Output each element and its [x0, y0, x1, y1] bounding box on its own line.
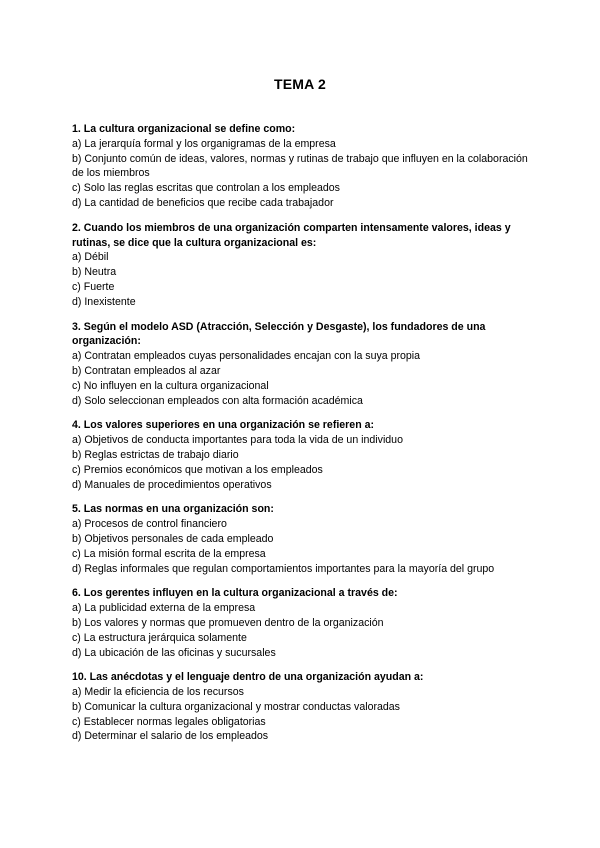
option-a: a) Débil [72, 251, 109, 264]
option-c: c) No influyen en la cultura organizacional [72, 379, 269, 392]
page-title: TEMA 2 [273, 76, 327, 92]
question-text: 5. Las normas en una organización son: [72, 503, 274, 516]
question-3 [72, 320, 528, 409]
option-d: d) Determinar el salario de los empleados [72, 730, 269, 743]
option-a: a) La jerarquía formal y los organigramas de la empresa [72, 137, 336, 150]
question-text: 6. Los gerentes influyen en la cultura organizacional a través de: [72, 587, 398, 600]
option-b: b) Los valores y normas que promueven dentro de la organización [72, 616, 384, 629]
question-text: 4. Los valores superiores en una organización se refieren a: [72, 419, 375, 432]
option-d: d) Inexistente [72, 295, 136, 308]
option-c: c) Fuerte [72, 280, 115, 293]
option-b: b) Neutra [72, 266, 117, 279]
option-c: c) Premios económicos que motivan a los empleados [72, 463, 323, 476]
question-text: 1. La cultura organizacional se define como: [72, 123, 296, 135]
question-text: 10. Las anécdotas y el lenguaje dentro de una organización ayudan a: [72, 671, 424, 684]
option-a: a) La publicidad externa de la empresa [72, 602, 256, 615]
option-b: b) Contratan empleados al azar [72, 364, 221, 377]
question-6 [72, 586, 528, 660]
question-2 [72, 221, 528, 310]
question-5 [72, 502, 528, 576]
option-c: c) Establecer normas legales obligatorias [72, 715, 266, 728]
question-4 [72, 418, 528, 492]
option-a: a) Procesos de control financiero [72, 518, 227, 531]
question-text: 3. Según el modelo ASD (Atracción, Selección y Desgaste), los fundadores de una organización: [72, 320, 486, 348]
option-a: a) Contratan empleados cuyas personalidades encajan con la suya propia [72, 350, 421, 363]
question-10 [72, 670, 528, 744]
question-text: 2. Cuando los miembros de una organización comparten intensamente valores, ideas y rutinas, se dice que la cultura organizacional es: [72, 221, 511, 249]
option-d: d) La ubicación de las oficinas y sucursales [72, 646, 276, 659]
option-d: d) Solo seleccionan empleados con alta formación académica [72, 394, 363, 407]
option-b: b) Comunicar la cultura organizacional y mostrar conductas valoradas [72, 700, 400, 713]
option-a: a) Medir la eficiencia de los recursos [72, 686, 244, 699]
option-d: d) La cantidad de beneficios que recibe cada trabajador [72, 196, 334, 209]
option-d: d) Manuales de procedimientos operativos [72, 478, 272, 491]
option-a: a) Objetivos de conducta importantes para toda la vida de un individuo [72, 434, 403, 447]
question-list [72, 122, 528, 754]
option-c: c) Solo las reglas escritas que controlan a los empleados [72, 182, 340, 195]
option-b: b) Reglas estrictas de trabajo diario [72, 448, 239, 461]
question-1 [72, 122, 528, 211]
option-b: b) Objetivos personales de cada empleado [72, 532, 274, 545]
option-b: b) Conjunto común de ideas, valores, normas y rutinas de trabajo que influyen en la colaboración de los miembros [72, 152, 528, 180]
option-d: d) Reglas informales que regulan comportamientos importantes para la mayoría del grupo [72, 562, 495, 575]
option-c: c) La estructura jerárquica solamente [72, 631, 247, 644]
option-c: c) La misión formal escrita de la empresa [72, 547, 266, 560]
